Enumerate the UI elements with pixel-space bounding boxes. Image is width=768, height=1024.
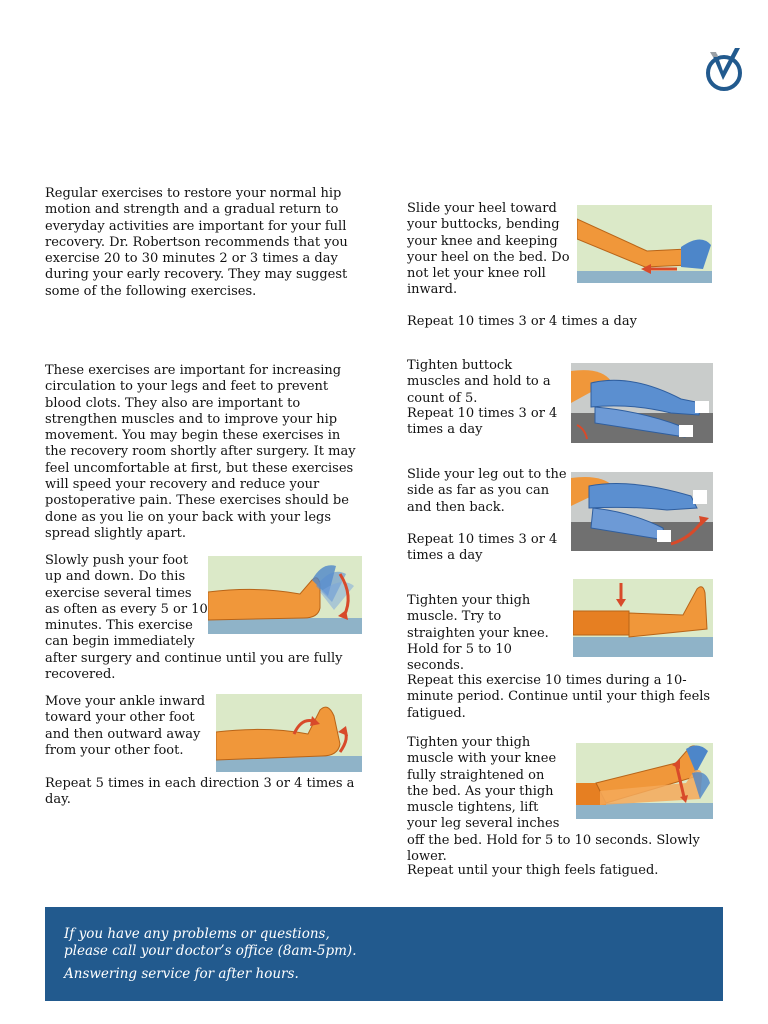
abduction-repeat: Repeat 10 times 3 or 4 times a day xyxy=(407,532,558,564)
heel-slide-repeat: Repeat 10 times 3 or 4 times a day xyxy=(407,314,637,329)
buttock-contraction-description: Tighten buttock muscles and hold to a count of 5. xyxy=(407,358,551,406)
ankle-pump-description: Slowly push your foot up and down. Do this exercise several times as often as every 5 or 10 minutes. This exercise can begin immediately after surgery and continue until you are fully recovered. xyxy=(45,553,343,683)
heel-slide-illustration xyxy=(577,205,712,283)
buttock-contraction-repeat: Repeat 10 times 3 or 4 times a day xyxy=(407,406,558,438)
ankle-rotation-description: Move your ankle inward toward your other foot and then outward away from your other foot. xyxy=(45,694,206,758)
buttock-contraction-illustration xyxy=(571,363,713,443)
ankle-rotation-repeat: Repeat 5 times in each direction 3 or 4 times a day. xyxy=(45,776,355,808)
abduction-description: Slide your leg out to the side as far as you can and then back. xyxy=(407,467,567,515)
quad-set-repeat: Repeat this exercise 10 times during a 10-minute period. Continue until your thigh feels fatigued. xyxy=(407,673,711,721)
ankle-rotation-illustration xyxy=(216,694,362,772)
footer-line-1: If you have any problems or questions, xyxy=(64,926,330,942)
straight-leg-raise-repeat: Repeat until your thigh feels fatigued. xyxy=(407,863,659,878)
heel-slide-description: Slide your heel toward your buttocks, bending your knee and keeping your heel on the bed. Do not let your knee roll inward. xyxy=(407,201,570,298)
footer-line-3: Answering service for after hours. xyxy=(64,966,299,982)
checkmark-v-logo-icon xyxy=(704,46,744,92)
contact-footer xyxy=(45,907,723,1001)
intro-paragraph-1: Regular exercises to restore your normal hip motion and strength and a gradual return to everyday activities are important for your full recovery. Dr. Robertson recommends that you exercise 20 to 30 minutes 2 or 3 times a day during your early recovery. They may suggest some of the following exercises. xyxy=(45,186,348,299)
straight-leg-raise-text xyxy=(407,735,727,865)
quad-set-description: Tighten your thigh muscle. Try to straighten your knee. Hold for 5 to 10 seconds. xyxy=(407,593,549,674)
leg-abduction-illustration xyxy=(571,472,713,551)
straight-leg-raise-description: Tighten your thigh muscle with your knee fully straightened on the bed. As your thigh muscle tightens, lift your leg several inches off the bed. Hold for 5 to 10 seconds. Slowly lower. xyxy=(407,735,700,865)
quad-set-illustration xyxy=(573,579,713,657)
ankle-pump-text xyxy=(45,553,365,683)
intro-paragraph-2: These exercises are important for increasing circulation to your legs and feet to prevent blood clots. They also are important to strengthen muscles and to improve your hip movement. You may begin these exercises in the recovery room shortly after surgery. It may feel uncomfortable at first, but these exercises will speed your recovery and reduce your postoperative pain. These exercises should be done as you lie on your back with your legs spread slightly apart. xyxy=(45,363,356,541)
footer-line-2: please call your doctor’s office (8am-5pm). xyxy=(64,943,357,959)
